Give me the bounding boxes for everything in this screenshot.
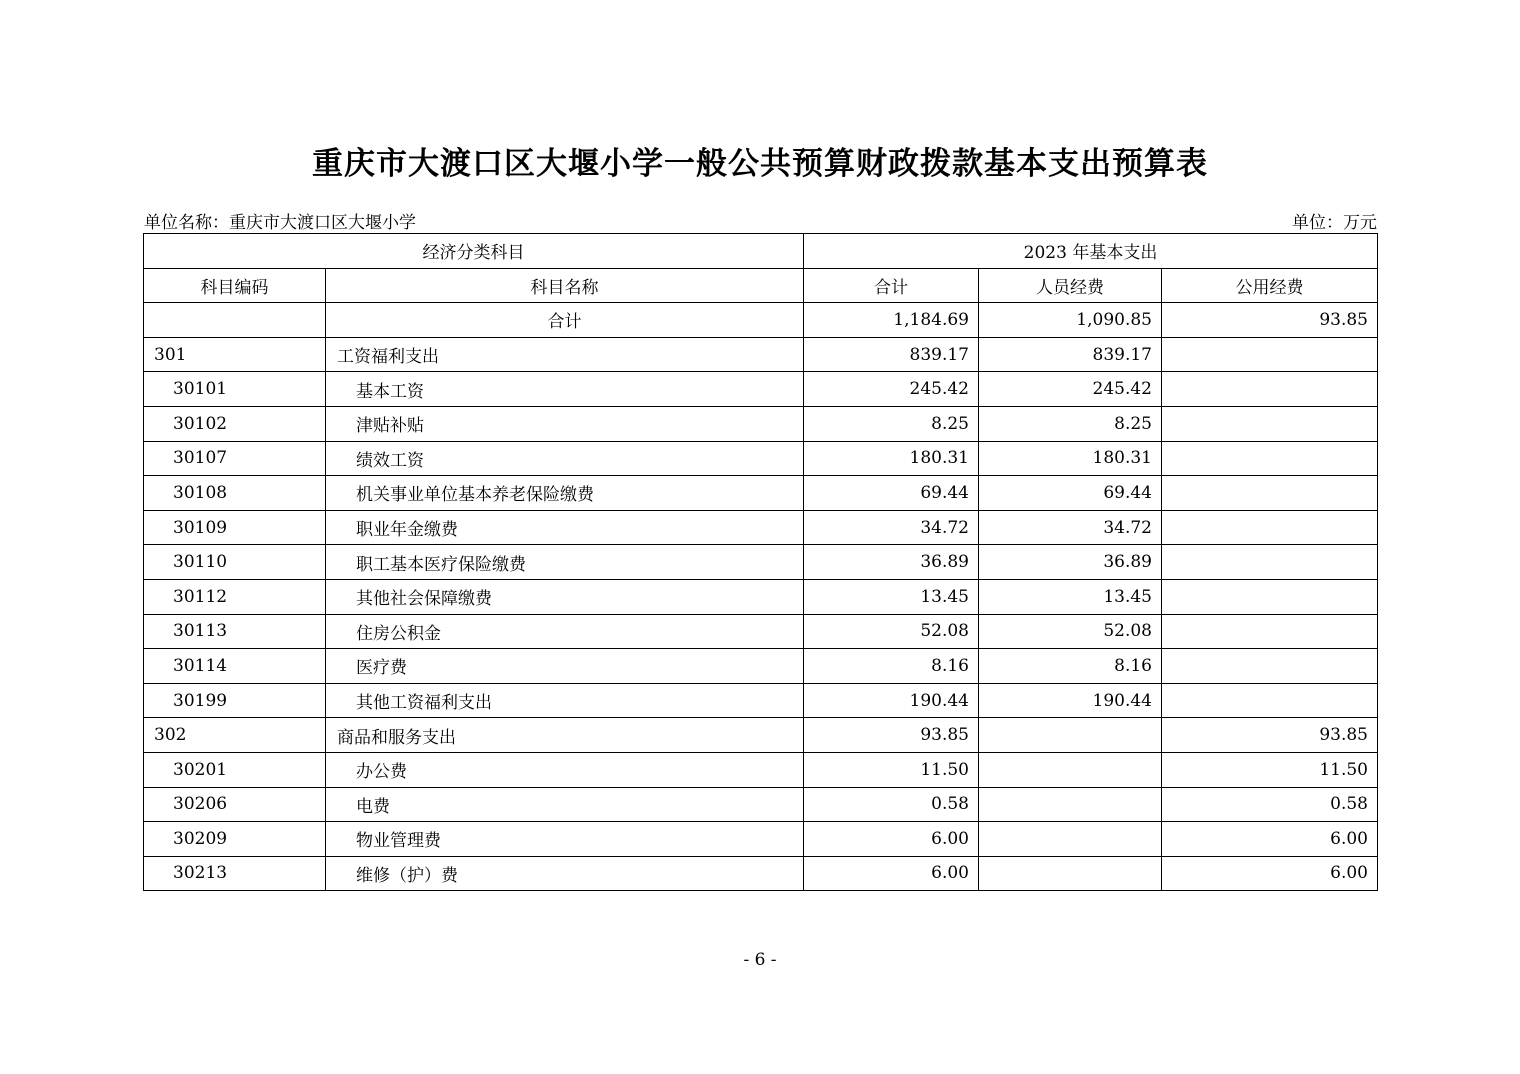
table-row [144,752,1378,787]
row-total: 6.00 [804,856,979,891]
row-public [1162,406,1378,441]
row-personnel: 8.25 [979,406,1162,441]
row-code: 30199 [144,683,326,718]
total-total: 1,184.69 [804,303,979,338]
total-public: 93.85 [1162,303,1378,338]
table-row [144,856,1378,891]
table-row [144,545,1378,580]
row-name: 工资福利支出 [326,337,804,372]
row-name: 其他社会保障缴费 [326,579,804,614]
row-public: 6.00 [1162,822,1378,857]
row-total: 8.16 [804,649,979,684]
row-name: 住房公积金 [326,614,804,649]
row-name: 维修（护）费 [326,856,804,891]
total-row [144,303,1378,338]
table-row [144,822,1378,857]
row-total: 11.50 [804,752,979,787]
header-group-row [144,234,1378,269]
row-personnel: 13.45 [979,579,1162,614]
row-name: 医疗费 [326,649,804,684]
row-total: 36.89 [804,545,979,580]
row-public [1162,579,1378,614]
row-public [1162,372,1378,407]
row-name: 职业年金缴费 [326,510,804,545]
row-code: 30109 [144,510,326,545]
header-name: 科目名称 [326,268,804,303]
row-code: 30102 [144,406,326,441]
row-public [1162,545,1378,580]
header-code: 科目编码 [144,268,326,303]
row-name: 其他工资福利支出 [326,683,804,718]
row-total: 180.31 [804,441,979,476]
table-row [144,718,1378,753]
row-total: 6.00 [804,822,979,857]
table-row [144,441,1378,476]
row-total: 13.45 [804,579,979,614]
row-total: 839.17 [804,337,979,372]
page-number: - 6 - [743,950,777,970]
total-code-cell [144,303,326,338]
table-row [144,476,1378,511]
row-total: 245.42 [804,372,979,407]
row-code: 30113 [144,614,326,649]
total-personnel: 1,090.85 [979,303,1162,338]
table-row [144,614,1378,649]
row-total: 190.44 [804,683,979,718]
table-row [144,406,1378,441]
row-total: 34.72 [804,510,979,545]
row-public [1162,337,1378,372]
row-public [1162,683,1378,718]
row-public: 0.58 [1162,787,1378,822]
row-name: 基本工资 [326,372,804,407]
row-personnel: 190.44 [979,683,1162,718]
row-code: 30101 [144,372,326,407]
row-public: 6.00 [1162,856,1378,891]
header-econ-class: 经济分类科目 [144,234,804,269]
table-row [144,787,1378,822]
row-personnel: 245.42 [979,372,1162,407]
row-code: 30209 [144,822,326,857]
header-total: 合计 [804,268,979,303]
row-public [1162,649,1378,684]
table-row [144,372,1378,407]
header-personnel: 人员经费 [979,268,1162,303]
table-row [144,510,1378,545]
header-basic-expenditure: 2023 年基本支出 [804,234,1378,269]
table-meta [144,208,1377,232]
header-column-row [144,268,1378,303]
page-title: 重庆市大渡口区大堰小学一般公共预算财政拨款基本支出预算表 [312,146,1208,182]
row-personnel: 36.89 [979,545,1162,580]
row-code: 30112 [144,579,326,614]
row-code: 30107 [144,441,326,476]
row-personnel [979,822,1162,857]
row-code: 302 [144,718,326,753]
total-label: 合计 [326,303,804,338]
row-code: 30108 [144,476,326,511]
row-public [1162,614,1378,649]
row-personnel [979,856,1162,891]
table-row [144,579,1378,614]
row-personnel [979,718,1162,753]
row-total: 69.44 [804,476,979,511]
row-public: 93.85 [1162,718,1378,753]
budget-table [143,233,1378,891]
row-public [1162,441,1378,476]
unit-name: 单位名称：重庆市大渡口区大堰小学 [144,213,416,233]
row-name: 办公费 [326,752,804,787]
row-personnel [979,787,1162,822]
row-name: 物业管理费 [326,822,804,857]
row-code: 30114 [144,649,326,684]
row-total: 8.25 [804,406,979,441]
row-name: 机关事业单位基本养老保险缴费 [326,476,804,511]
row-personnel: 52.08 [979,614,1162,649]
row-name: 电费 [326,787,804,822]
row-name: 职工基本医疗保险缴费 [326,545,804,580]
row-public: 11.50 [1162,752,1378,787]
table-row [144,649,1378,684]
row-code: 301 [144,337,326,372]
row-code: 30201 [144,752,326,787]
table-row [144,337,1378,372]
row-name: 绩效工资 [326,441,804,476]
unit-label: 单位：万元 [1292,213,1377,233]
row-personnel: 34.72 [979,510,1162,545]
row-personnel: 180.31 [979,441,1162,476]
row-total: 52.08 [804,614,979,649]
row-personnel: 839.17 [979,337,1162,372]
row-name: 商品和服务支出 [326,718,804,753]
row-total: 0.58 [804,787,979,822]
row-code: 30110 [144,545,326,580]
row-personnel: 69.44 [979,476,1162,511]
row-personnel: 8.16 [979,649,1162,684]
row-code: 30213 [144,856,326,891]
table-row [144,683,1378,718]
row-public [1162,510,1378,545]
row-code: 30206 [144,787,326,822]
row-public [1162,476,1378,511]
header-public: 公用经费 [1162,268,1378,303]
row-personnel [979,752,1162,787]
row-total: 93.85 [804,718,979,753]
row-name: 津贴补贴 [326,406,804,441]
